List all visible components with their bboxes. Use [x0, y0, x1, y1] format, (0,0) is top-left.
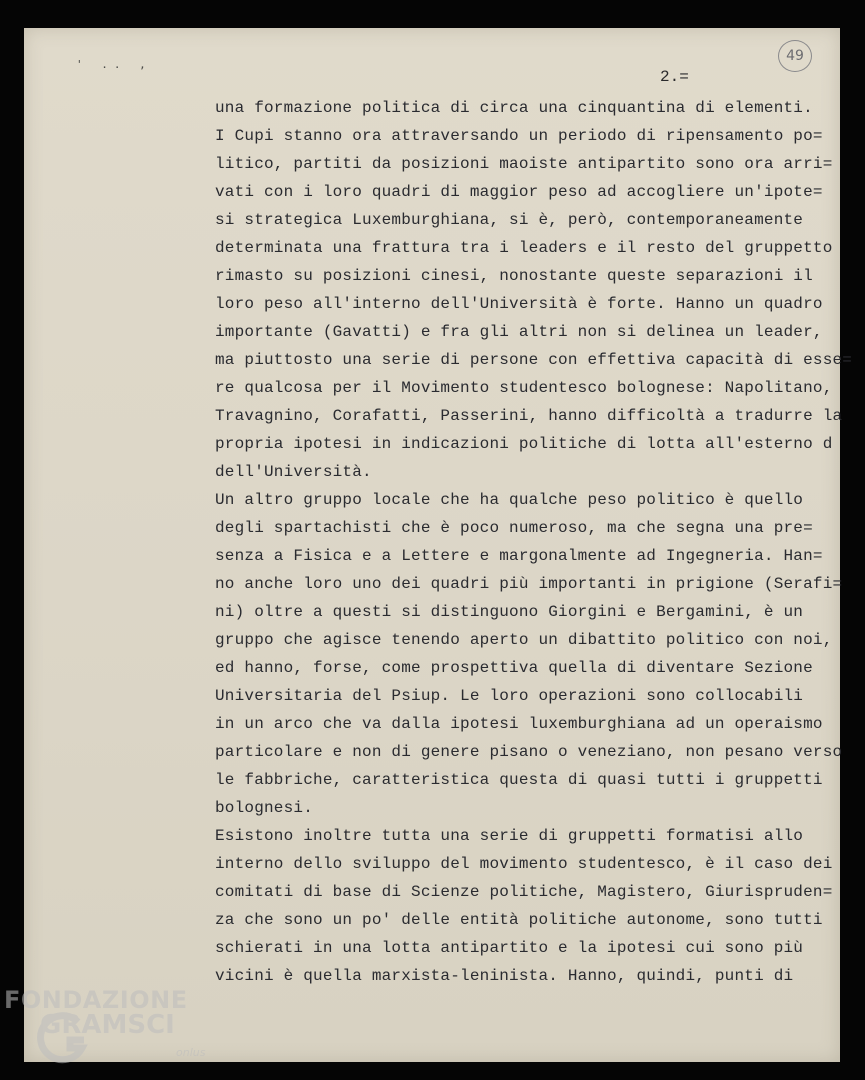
text-line: in un arco che va dalla ipotesi luxemburghiana ad un operaismo [215, 715, 823, 733]
text-line: interno dello sviluppo del movimento studentesco, è il caso dei [215, 855, 833, 873]
text-line: za che sono un po' delle entità politiche autonome, sono tutti [215, 911, 823, 929]
text-line: degli spartachisti che è poco numeroso, ma che segna una pre= [215, 519, 813, 537]
watermark-line1: FONDAZIONE [4, 986, 188, 1014]
text-line: rimasto su posizioni cinesi, nonostante queste separazioni il [215, 267, 813, 285]
text-line: schierati in una lotta antipartito e la ipotesi cui sono più [215, 939, 804, 957]
archive-number-stamp: 49 [778, 40, 812, 72]
typewritten-body [215, 94, 852, 990]
page-number: 2.= [660, 68, 689, 86]
text-line: dell'Università. [215, 463, 372, 481]
text-line: si strategica Luxemburghiana, si è, però, contemporaneamente [215, 211, 804, 229]
watermark-line3: onlus [176, 1046, 206, 1059]
text-line: Esistono inoltre tutta una serie di gruppetti formatisi allo [215, 827, 804, 845]
text-line: comitati di base di Scienze politiche, Magistero, Giurispruden= [215, 883, 833, 901]
text-line: no anche loro uno dei quadri più importanti in prigione (Serafi= [215, 575, 843, 593]
text-line: litico, partiti da posizioni maoiste antipartito sono ora arri= [215, 155, 833, 173]
text-line: re qualcosa per il Movimento studentesco bolognese: Napolitano, [215, 379, 833, 397]
text-line: I Cupi stanno ora attraversando un periodo di ripensamento po= [215, 127, 823, 145]
text-line: particolare e non di genere pisano o veneziano, non pesano verso [215, 743, 843, 761]
text-line: Un altro gruppo locale che ha qualche peso politico è quello [215, 491, 804, 509]
text-line: Travagnino, Corafatti, Passerini, hanno difficoltà a tradurre la [215, 407, 843, 425]
fondazione-gramsci-watermark [4, 986, 219, 1076]
text-line: una formazione politica di circa una cinquantina di elementi. [215, 99, 813, 117]
text-line: vicini è quella marxista-leninista. Hanno, quindi, punti di [215, 967, 794, 985]
text-line: vati con i loro quadri di maggior peso ad accogliere un'ipote= [215, 183, 823, 201]
text-line: loro peso all'interno dell'Università è forte. Hanno un quadro [215, 295, 823, 313]
text-line: ed hanno, forse, come prospettiva quella di diventare Sezione [215, 659, 813, 677]
text-line: gruppo che agisce tenendo aperto un dibattito politico con noi, [215, 631, 833, 649]
watermark-line2: GRAMSCI [40, 1010, 175, 1040]
text-line: propria ipotesi in indicazioni politiche di lotta all'esterno d [215, 435, 833, 453]
text-line: importante (Gavatti) e fra gli altri non si delinea un leader, [215, 323, 823, 341]
corner-marks: ' .. , [76, 58, 152, 71]
text-line: determinata una frattura tra i leaders e il resto del gruppetto [215, 239, 833, 257]
text-line: ni) oltre a questi si distinguono Giorgini e Bergamini, è un [215, 603, 804, 621]
text-line: ma piuttosto una serie di persone con effettiva capacità di esse= [215, 351, 853, 369]
text-line: senza a Fisica e a Lettere e margonalmente ad Ingegneria. Han= [215, 547, 823, 565]
text-line: Universitaria del Psiup. Le loro operazioni sono collocabili [215, 687, 804, 705]
text-line: bolognesi. [215, 799, 314, 817]
typewritten-page [24, 28, 853, 1062]
text-line: le fabbriche, caratteristica questa di quasi tutti i gruppetti [215, 771, 823, 789]
